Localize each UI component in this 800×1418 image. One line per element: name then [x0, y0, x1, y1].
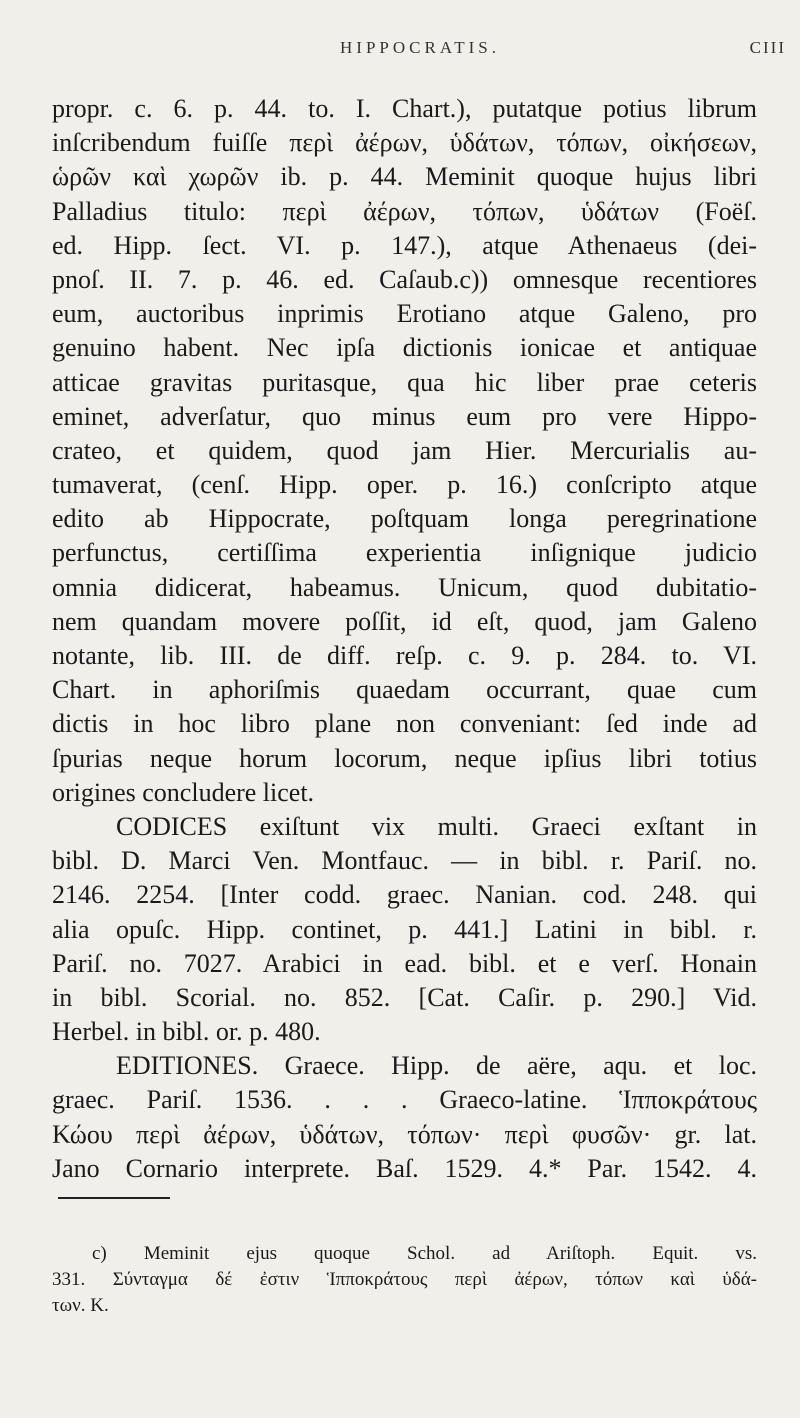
- text-line: notante, lib. III. de diff. reſp. c. 9. p. 284. to. VI.: [52, 641, 757, 670]
- text-line: omnia didicerat, habeamus. Unicum, quod dubitatio-: [52, 572, 757, 602]
- text-line: alia opuſc. Hipp. continet, p. 441.] Latini in bibl. r.: [52, 914, 757, 944]
- running-title: HIPPOCRATIS.: [340, 38, 500, 57]
- text-line: graec. Pariſ. 1536. . . . Graeco-latine. Ἱπποκράτους: [52, 1085, 757, 1115]
- text-line: perfunctus, certiſſima experientia inſignique judicio: [52, 538, 757, 568]
- text-line: ed. Hipp. ſect. VI. p. 147.), atque Athenaeus (dei-: [52, 230, 757, 260]
- text-line: Pariſ. no. 7027. Arabici in ead. bibl. et e verſ. Honain: [52, 948, 757, 978]
- text-line: bibl. D. Marci Ven. Montfauc. — in bibl. r. Pariſ. no.: [52, 846, 757, 876]
- text-line: ſpurias neque horum locorum, neque ipſius libri totius: [52, 743, 757, 773]
- footnote-line: c) Meminit ejus quoque Schol. ad Ariſtoph. Equit. vs.: [92, 1243, 757, 1264]
- page-header: [50, 38, 790, 68]
- text-line: dictis in hoc libro plane non conveniant: ſed inde ad: [52, 709, 757, 739]
- text-line: CODICES exiſtunt vix multi. Graeci exſtant in: [116, 811, 757, 841]
- text-line: pnoſ. II. 7. p. 46. ed. Caſaub.c)) omnesque recentiores: [52, 264, 757, 294]
- text-line: Chart. in aphoriſmis quaedam occurrant, quae cum: [52, 675, 757, 705]
- text-line: in bibl. Scorial. no. 852. [Cat. Caſir. p. 290.] Vid.: [52, 982, 757, 1012]
- footnote-line: 331. Σύνταγμα δέ ἐστιν Ἱπποκράτους περὶ ἀέρων, τόπων καὶ ὑδά-: [52, 1269, 757, 1290]
- footnote-line: των. K.: [52, 1295, 109, 1316]
- text-line: Palladius titulo: περὶ ἀέρων, τόπων, ὑδάτων (Foëſ.: [52, 196, 757, 226]
- main-text: [52, 92, 757, 1186]
- text-line: inſcribendum fuiſſe περὶ ἀέρων, ὑδάτων, τόπων, οἰκήσεων,: [52, 128, 757, 158]
- text-line: nem quandam movere poſſit, id eſt, quod, jam Galeno: [52, 606, 757, 636]
- page-number: CIII: [749, 38, 786, 57]
- text-line: atticae gravitas puritasque, qua hic liber prae ceteris: [52, 367, 757, 397]
- text-line: 2146. 2254. [Inter codd. graec. Nanian. cod. 248. qui: [52, 880, 757, 910]
- text-line: ὡρῶν καὶ χωρῶν ib. p. 44. Meminit quoque hujus libri: [52, 162, 757, 192]
- text-line: propr. c. 6. p. 44. to. I. Chart.), putatque potius librum: [52, 94, 757, 123]
- text-line: Herbel. in bibl. or. p. 480.: [52, 1017, 321, 1047]
- text-line: EDITIONES. Graece. Hipp. de aëre, aqu. et loc.: [116, 1051, 757, 1081]
- text-line: genuino habent. Nec ipſa dictionis ionicae et antiquae: [52, 333, 757, 363]
- text-line: eum, auctoribus inprimis Erotiano atque Galeno, pro: [52, 299, 757, 329]
- footnote: [52, 1241, 757, 1319]
- text-line: tumaverat, (cenſ. Hipp. oper. p. 16.) conſcripto atque: [52, 470, 757, 500]
- text-line: Κώου περὶ ἀέρων, ὑδάτων, τόπων· περὶ φυσῶν· gr. lat.: [52, 1119, 757, 1149]
- text-line: eminet, adverſatur, quo minus eum pro vere Hippo-: [52, 401, 757, 431]
- text-line: edito ab Hippocrate, poſtquam longa peregrinatione: [52, 504, 757, 534]
- text-line: crateo, et quidem, quod jam Hier. Mercurialis au-: [52, 435, 757, 465]
- text-line: origines concludere licet.: [52, 777, 315, 807]
- text-line: Jano Cornario interprete. Baſ. 1529. 4.* Par. 1542. 4.: [52, 1153, 757, 1183]
- footnote-divider: [58, 1197, 170, 1199]
